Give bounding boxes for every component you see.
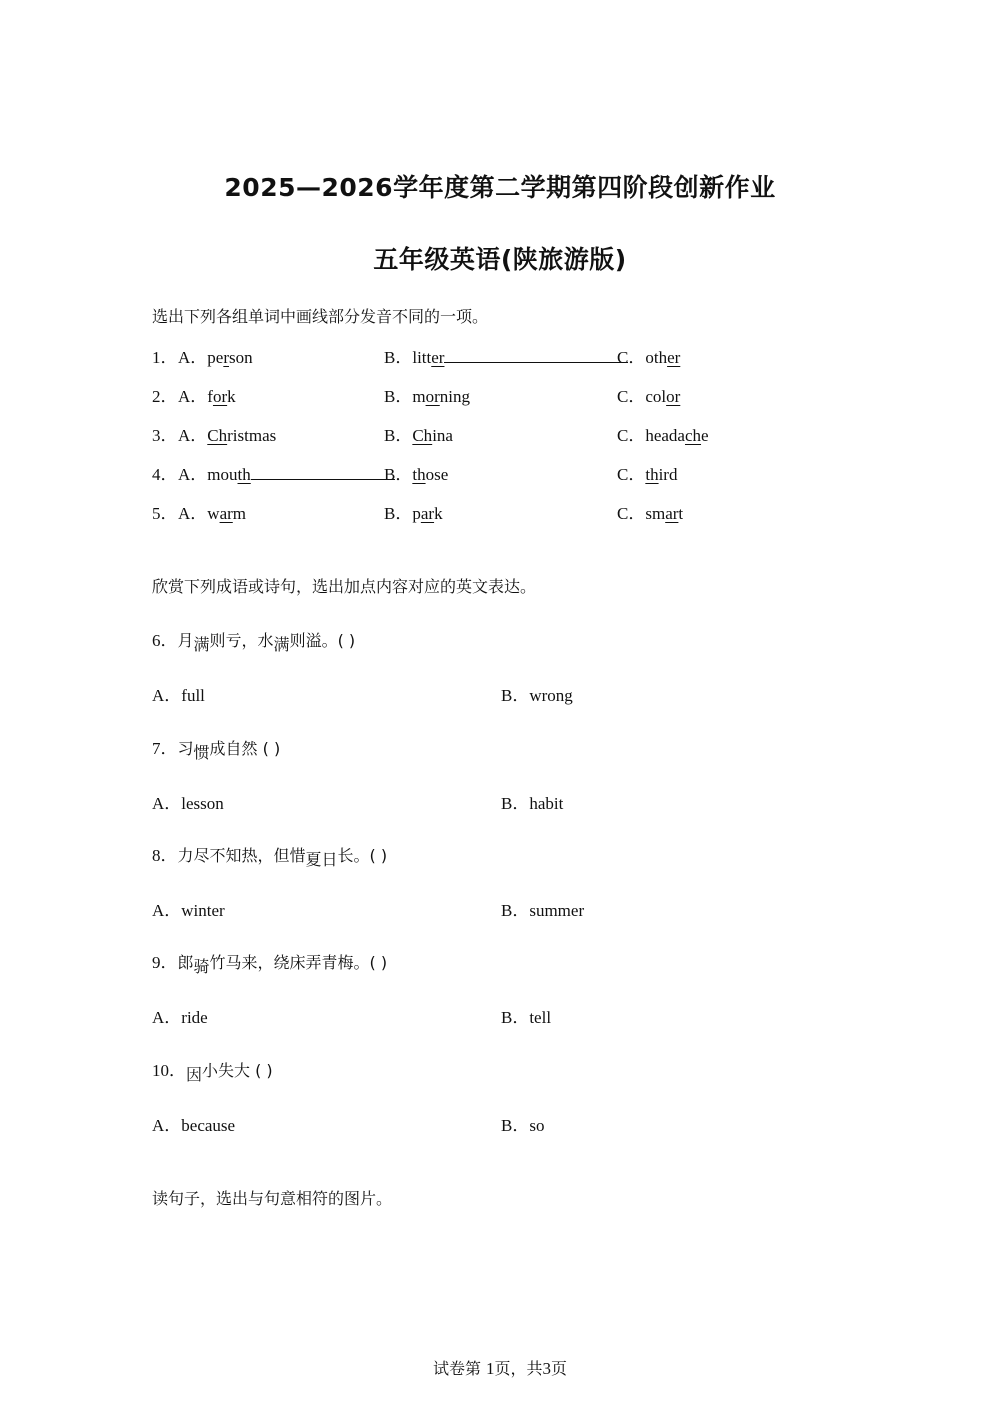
section-3-instruction: 读句子，选出与句意相符的图片。	[152, 1189, 393, 1208]
word-suffix: ird	[658, 465, 678, 484]
underlined-letters: th	[237, 465, 251, 484]
question-number: 9．	[152, 953, 178, 972]
stem-text: 长。( )	[337, 846, 388, 865]
option-b: B．tell	[501, 1008, 552, 1027]
option-c	[617, 343, 680, 368]
stem-text: 力尽不知热，但惜	[177, 846, 306, 865]
underlined-letters: Ch	[207, 426, 228, 445]
question-number: 7．	[152, 739, 178, 758]
option-label: A．	[178, 504, 208, 523]
option-label: A．	[178, 426, 208, 445]
stem-text: 习	[177, 739, 194, 758]
option-label: A．	[178, 348, 208, 367]
question-number: 2．	[152, 387, 178, 406]
option-c	[617, 382, 680, 407]
option-b	[384, 499, 443, 524]
dotted-characters: 夏日	[305, 850, 338, 869]
option-a	[178, 460, 395, 485]
option-b	[384, 382, 470, 407]
option-label: C．	[617, 504, 646, 523]
underlined-letters: er	[431, 348, 445, 367]
word-suffix: k	[227, 387, 236, 406]
question-stem	[152, 734, 281, 762]
option-a	[178, 421, 276, 446]
option-label: C．	[617, 387, 646, 406]
option-label: A．	[178, 465, 208, 484]
section-1-instruction: 选出下列各组单词中画线部分发音不同的一项。	[152, 307, 489, 326]
option-b: B．wrong	[501, 686, 573, 705]
word-suffix: ristmas	[227, 426, 277, 445]
option-b: B．so	[501, 1116, 545, 1135]
option-a	[178, 343, 253, 368]
underlined-letters: ar	[219, 504, 233, 523]
question-stem	[152, 948, 388, 976]
option-c	[617, 499, 683, 524]
word-prefix: litt	[412, 348, 432, 367]
word-prefix: pe	[207, 348, 224, 367]
stem-text: 则亏，水	[209, 631, 274, 650]
underlined-letters: ar	[665, 504, 679, 523]
option-b	[384, 421, 453, 446]
option-label: B．	[384, 426, 413, 445]
answer-blank	[444, 348, 628, 363]
word-prefix: col	[645, 387, 667, 406]
question-number: 6．	[152, 631, 178, 650]
underlined-letters: Ch	[412, 426, 433, 445]
option-c	[617, 421, 709, 446]
footer-text-pre: 试卷第	[432, 1359, 487, 1378]
underlined-letters: ch	[684, 426, 702, 445]
footer-page-number: 1	[486, 1359, 495, 1378]
option-label: B．	[384, 465, 413, 484]
underlined-letters: th	[645, 465, 659, 484]
option-label: B．	[384, 504, 413, 523]
option-label: C．	[617, 465, 646, 484]
option-b	[384, 460, 448, 485]
word-suffix: e	[701, 426, 709, 445]
question-number: 10．	[152, 1061, 186, 1080]
word-prefix: w	[207, 504, 220, 523]
word-prefix: m	[412, 387, 426, 406]
section-2-instruction: 欣赏下列成语或诗句，选出加点内容对应的英文表达。	[152, 577, 537, 596]
option-b: B．habit	[501, 794, 564, 813]
option-b	[384, 343, 628, 368]
word-suffix: ning	[439, 387, 470, 406]
question-number: 3．	[152, 426, 178, 445]
question-stem	[152, 626, 356, 654]
option-a: A．winter	[152, 901, 225, 920]
question-stem	[152, 1056, 273, 1084]
page-subtitle: 五年级英语(陕旅游版)	[373, 245, 627, 274]
word-prefix: sm	[645, 504, 666, 523]
option-a: A．full	[152, 686, 205, 705]
word-prefix: f	[207, 387, 213, 406]
word-suffix: t	[678, 504, 684, 523]
option-label: A．	[178, 387, 208, 406]
stem-text: 郎	[177, 953, 194, 972]
stem-text: 竹马来，绕床弄青梅。( )	[209, 953, 388, 972]
question-number: 5．	[152, 504, 178, 523]
word-prefix: oth	[645, 348, 668, 367]
option-a	[178, 382, 236, 407]
word-suffix: m	[232, 504, 247, 523]
question-stem	[152, 841, 388, 869]
underlined-letters: ar	[420, 504, 435, 523]
footer-text-mid: 页，共	[494, 1359, 543, 1378]
question-number: 8．	[152, 846, 178, 865]
word-suffix: k	[434, 504, 443, 523]
word-suffix: ina	[432, 426, 453, 445]
dotted-characters: 满	[273, 635, 290, 654]
stem-text: 小失大 ( )	[202, 1061, 273, 1080]
option-label: B．	[384, 348, 413, 367]
word-prefix: heada	[645, 426, 685, 445]
option-a: A．ride	[152, 1008, 208, 1027]
option-a: A．lesson	[152, 794, 224, 813]
dotted-characters: 满	[193, 635, 210, 654]
underlined-letters: r	[223, 348, 229, 367]
footer-text-post: 页	[551, 1359, 568, 1378]
word-suffix: son	[229, 348, 253, 367]
page-footer	[0, 1356, 1000, 1379]
dotted-characters: 骑	[193, 957, 210, 976]
underlined-letters: or	[666, 387, 681, 406]
question-number: 4．	[152, 465, 178, 484]
option-a: A．because	[152, 1116, 236, 1135]
option-a	[178, 499, 246, 524]
answer-blank	[251, 465, 395, 480]
word-suffix: ose	[425, 465, 449, 484]
underlined-letters: er	[667, 348, 681, 367]
footer-total-pages: 3	[542, 1359, 552, 1378]
option-label: C．	[617, 426, 646, 445]
option-c	[617, 460, 677, 485]
stem-text: 月	[177, 631, 194, 650]
stem-text: 成自然 ( )	[209, 739, 281, 758]
word-prefix: p	[412, 504, 421, 523]
question-number: 1．	[152, 348, 178, 367]
dotted-characters: 惯	[193, 743, 210, 762]
dotted-characters: 因	[186, 1065, 203, 1084]
word-prefix: mou	[207, 465, 238, 484]
page-title: 2025—2026学年度第二学期第四阶段创新作业	[224, 173, 776, 202]
underlined-letters: or	[212, 387, 228, 406]
underlined-letters: or	[425, 387, 440, 406]
option-b: B．summer	[501, 901, 585, 920]
underlined-letters: th	[412, 465, 426, 484]
stem-text: 则溢。( )	[289, 631, 356, 650]
option-label: C．	[617, 348, 646, 367]
option-label: B．	[384, 387, 413, 406]
